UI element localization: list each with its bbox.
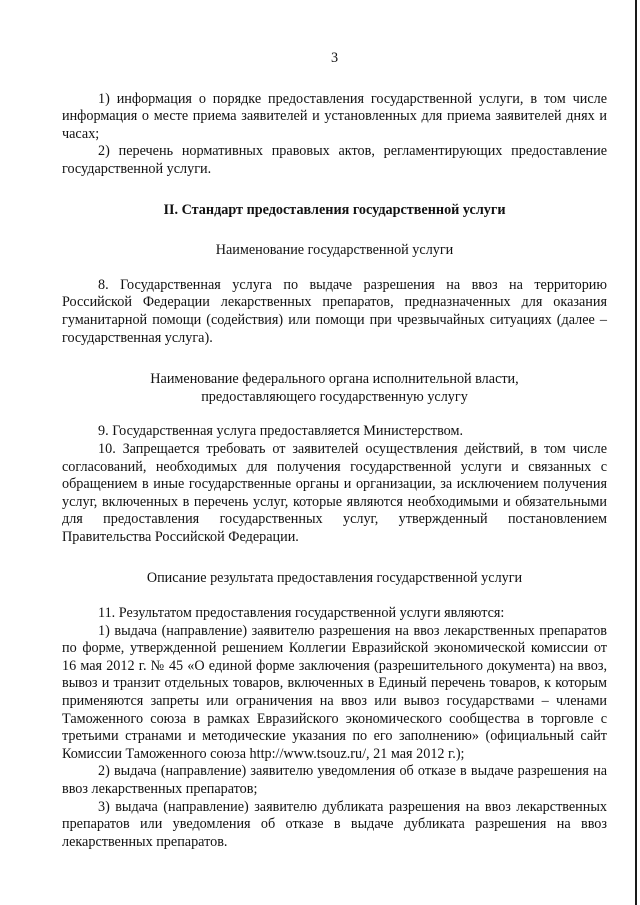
scan-edge-line	[635, 0, 637, 905]
clause-11-item-3: 3) выдача (направление) заявителю дубликата разрешения на ввоз лекарственных препаратов или уведомления об отказе в выдаче дубликата разрешения на ввоз лекарственных препаратов.	[62, 798, 607, 850]
clause-9: 9. Государственная услуга предоставляется Министерством.	[98, 423, 464, 440]
clause-11: 11. Результатом предоставления государственной услуги являются:	[98, 605, 505, 622]
subheading-federal-body-line-1: Наименование федерального органа исполнительной власти,	[150, 371, 519, 388]
clause-8: 8. Государственная услуга по выдаче разрешения на ввоз на территорию Российской Федерации лекарственных препаратов, предназначенных для оказания гуманитарной помощи (содействия) или помощи при чрезвычайных ситуациях (далее – государственная услуга).	[62, 276, 607, 346]
subheading-federal-body-line-2: предоставляющего государственную услугу	[201, 388, 468, 405]
subheading-federal-body	[62, 371, 607, 406]
subheading-result-description: Описание результата предоставления государственной услуги	[146, 570, 523, 587]
section-title: II. Стандарт предоставления государственной услуги	[163, 201, 506, 218]
clause-11-item-1: 1) выдача (направление) заявителю разрешения на ввоз лекарственных препаратов по форме, утвержденной решением Коллегии Евразийской экономической комиссии от 16 мая 2012 г. № 45 «О единой форме заключения (разрешительного документа) на ввоз, вывоз и транзит отдельных товаров, включенных в Единый перечень товаров, к которым применяются запреты или ограничения на ввоз или вывоз государствами – членами Таможенного союза в рамках Евразийского экономического сообщества в торговле с третьими странами и методические указания по его заполнению» (официальный сайт Комиссии Таможенного союза http://www.tsouz.ru/, 21 мая 2012 г.);	[62, 622, 607, 762]
page-number: 3	[330, 50, 339, 66]
document-body	[62, 50, 607, 851]
paragraph-item-1: 1) информация о порядке предоставления государственной услуги, в том числе информация о месте приема заявителей и установленных для приема заявителей днях и часах;	[62, 90, 607, 142]
clause-11-item-2: 2) выдача (направление) заявителю уведомления об отказе в выдаче разрешения на ввоз лекарственных препаратов;	[62, 763, 607, 797]
paragraph-item-2: 2) перечень нормативных правовых актов, регламентирующих предоставление государственной услуги.	[62, 143, 607, 177]
clause-10: 10. Запрещается требовать от заявителей осуществления действий, в том числе согласований, необходимых для получения государственной услуги и связанных с обращением в иные государственные органы и организации, за исключением получения услуг, включенных в перечень услуг, которые являются необходимыми и обязательными для предоставления государственных услуг, утвержденный постановлением Правительства Российской Федерации.	[62, 440, 607, 545]
subheading-service-name: Наименование государственной услуги	[215, 242, 454, 259]
